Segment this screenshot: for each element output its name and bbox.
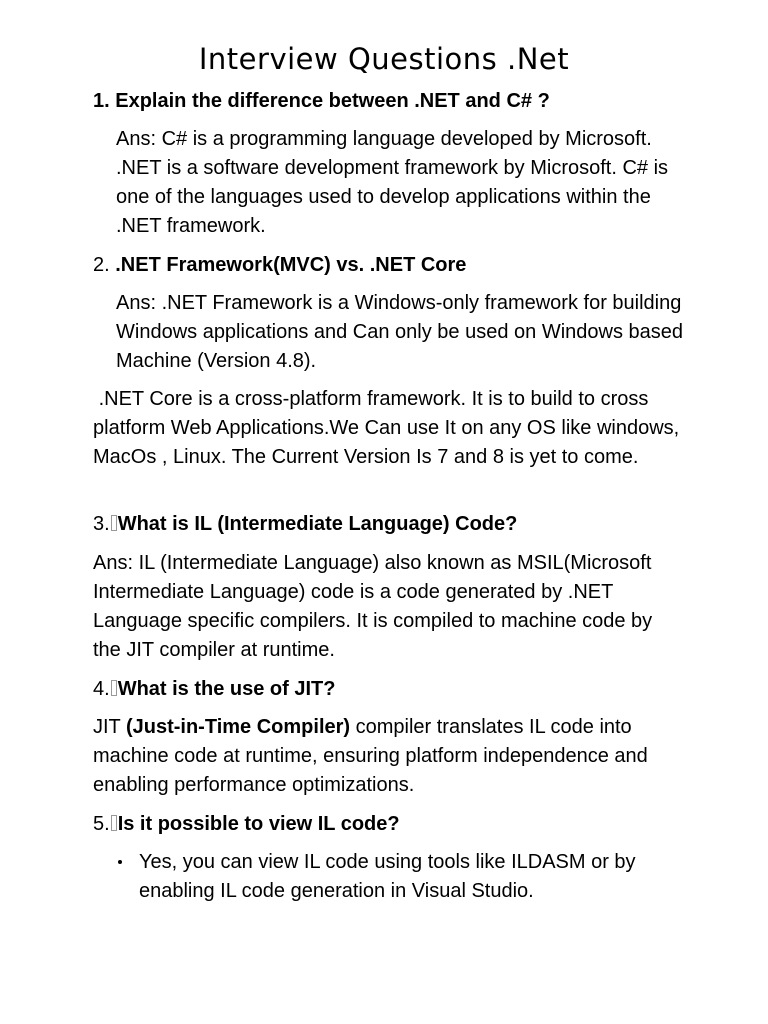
question-text: What is the use of JIT? (117, 678, 336, 700)
question-number: 5. (93, 813, 110, 835)
missing-glyph-icon (111, 680, 117, 696)
question-5 (93, 810, 693, 839)
answer-2-continued: .NET Core is a cross-platform framework. It is to build to cross platform Web Applications.We Can use It on any OS like windows, MacOs , Linux. The Current Version Is 7 and 8 is yet to come. (93, 388, 685, 468)
question-number: 1. (93, 90, 110, 112)
bullet-text: Yes, you can view IL code using tools like ILDASM or by enabling IL code generation in Visual Studio. (139, 851, 636, 902)
question-1 (93, 87, 693, 116)
question-3 (93, 510, 693, 539)
question-number: 2. (93, 254, 110, 276)
answer-4 (93, 713, 683, 800)
question-4 (93, 675, 693, 704)
question-text: What is IL (Intermediate Language) Code? (117, 513, 518, 535)
question-2 (93, 251, 693, 280)
question-number: 3. (93, 513, 110, 535)
answer-3: Ans: IL (Intermediate Language) also known as MSIL(Microsoft Intermediate Language) code is a code generated by .NET Language specific compilers. It is compiled to machine code by the JIT compiler at runtime. (93, 552, 653, 661)
answer-text: compiler translates IL code into machine code at runtime, ensuring platform independence and enabling performance optimizations. (93, 716, 648, 796)
bullet-icon (118, 860, 122, 864)
missing-glyph-icon (111, 515, 117, 531)
answer-emphasis: (Just-in-Time Compiler) (125, 716, 351, 738)
question-number: 4. (93, 678, 110, 700)
document-title: Interview Questions .Net (198, 42, 570, 76)
missing-glyph-icon (111, 815, 117, 831)
answer-text: JIT (93, 716, 126, 738)
question-text: .NET Framework(MVC) vs. .NET Core (115, 254, 467, 276)
question-text: Explain the difference between .NET and C# ? (115, 90, 550, 112)
answer-2: Ans: .NET Framework is a Windows-only framework for building Windows applications and Can only be used on Windows based Machine (Version 4.8). (116, 292, 684, 372)
question-text: Is it possible to view IL code? (117, 813, 400, 835)
answer-1: Ans: C# is a programming language developed by Microsoft. .NET is a software development framework by Microsoft. C# is one of the languages used to develop applications within the .NET framework. (116, 128, 669, 237)
